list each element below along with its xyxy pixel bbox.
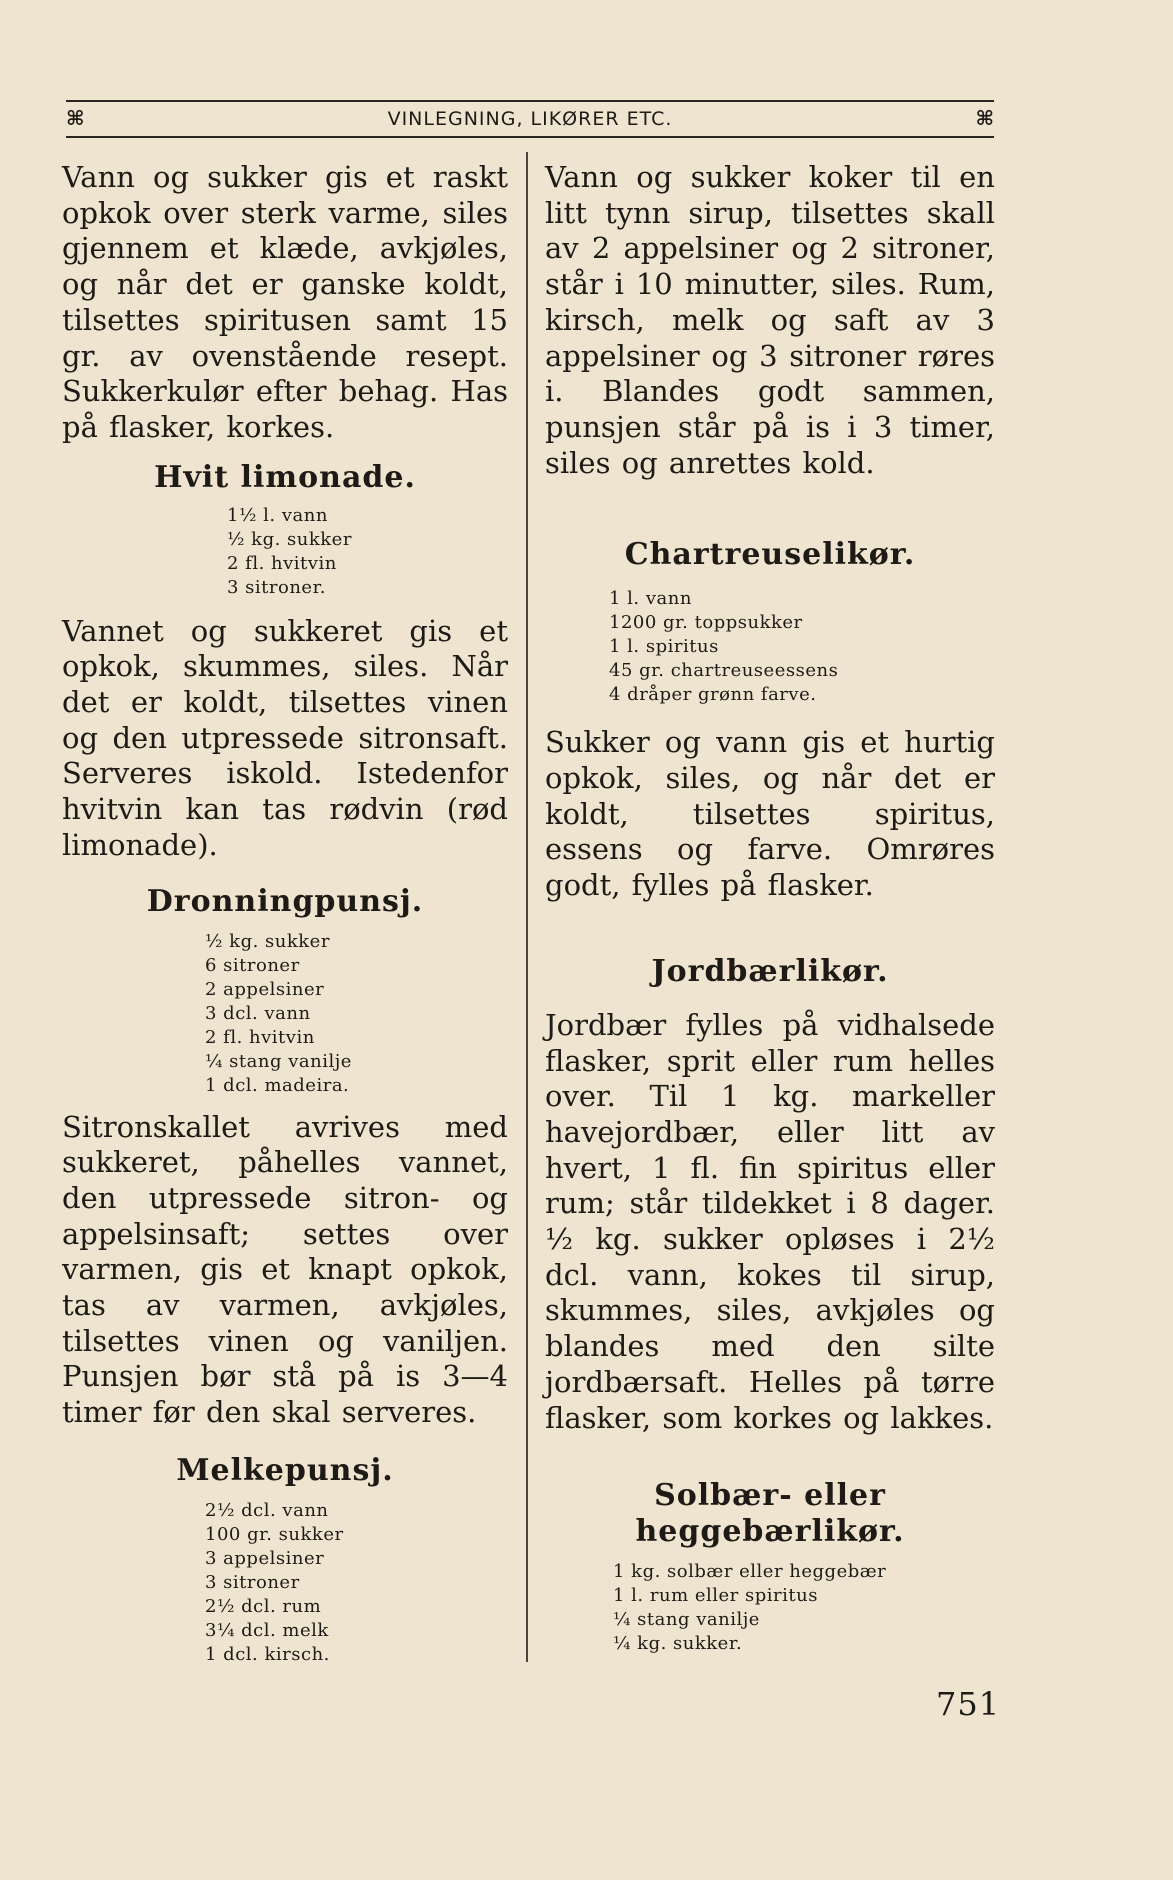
ingredient-item: 1 l. spiritus: [609, 636, 719, 658]
column-divider: [526, 152, 528, 1662]
ingredient-item: 2 fl. hvitvin: [227, 552, 337, 574]
ingredient-item: 1200 gr. toppsukker: [609, 612, 803, 634]
ingredient-item: ¼ stang vanilje: [205, 1050, 352, 1072]
ingredient-item: 1 dcl. madeira.: [205, 1074, 350, 1096]
recipe-heading-dronningpunsj: Dronningpunsj.: [146, 883, 424, 919]
ingredient-item: 1½ l. vann: [227, 504, 328, 526]
ingredient-item: 2 fl. hvitvin: [205, 1026, 315, 1048]
ingredient-item: 1 l. rum eller spiritus: [613, 1585, 818, 1607]
ingredient-list-hvit-limonade: [227, 504, 508, 600]
ingredient-item: 45 gr. chartreuseessens: [609, 660, 839, 682]
ingredient-item: 3 dcl. vann: [205, 1002, 311, 1024]
ingredient-item: 3¼ dcl. melk: [205, 1619, 329, 1641]
ingredient-item: 1 kg. solbær eller heggebær: [613, 1561, 887, 1583]
ingredient-item: ¼ stang vanilje: [613, 1609, 760, 1631]
ingredient-list-solbaerlikor: [613, 1560, 995, 1656]
ingredient-item: 1 l. vann: [609, 588, 692, 610]
recipe-heading-hvit-limonade: Hvit limonade.: [154, 459, 416, 495]
ingredient-item: 3 appelsiner: [205, 1547, 325, 1569]
ingredient-item: 2 appelsiner: [205, 978, 325, 1000]
ingredient-list-dronningpunsj: [205, 930, 508, 1098]
ingredient-item: ½ kg. sukker: [227, 528, 352, 550]
recipe-heading-chartreuselikor: Chartreuselikør.: [624, 537, 916, 573]
ingredient-item: ¼ kg. sukker.: [613, 1633, 743, 1655]
header-ornament-left-icon: ⌘: [66, 106, 85, 130]
recipe-text-melkepunsj: Vann og sukker koker til en litt tynn sirup, tilsettes skall av 2 appelsiner og 2 sitroner, står i 10 minutter, siles. Rum, kirsch, melk og saft av 3 appelsiner og 3 sitroner røres i. Blandes godt sammen, punsjen står på is i 3 timer, siles og anrettes kold.: [545, 160, 995, 480]
recipe-text-hvit-limonade: Vannet og sukkeret gis et opkok, skummes, siles. Når det er koldt, tilsettes vinen og den utpressede sitronsaft. Serveres iskold. Istedenfor hvitvin kan tas rødvin (rød limonade).: [62, 613, 508, 862]
ingredient-item: ½ kg. sukker: [205, 930, 330, 952]
ingredient-list-melkepunsj: [205, 1499, 508, 1667]
ingredient-item: 2½ dcl. rum: [205, 1595, 322, 1617]
recipe-heading-jordbaerlikor: Jordbærlikør.: [651, 953, 889, 989]
ingredient-item: 1 dcl. kirsch.: [205, 1643, 330, 1665]
ingredient-list-chartreuselikor: [609, 587, 995, 707]
page-number: 751: [936, 1685, 1001, 1723]
running-header: [66, 100, 994, 138]
recipe-text-jordbaerlikor: Jordbær fylles på vidhalsede flasker, sprit eller rum helles over. Til 1 kg. markeller havejordbær, eller litt av hvert, 1 fl. fin spiritus eller rum; står tildekket i 8 dager. ½ kg. sukker opløses i 2½ dcl. vann, kokes til sirup, skummes, siles, avkjøles og blandes med den silte jordbærsaft. Helles på tørre flasker, som korkes og lakkes.: [545, 1007, 995, 1435]
header-title: VINLEGNING, LIKØRER ETC.: [387, 108, 673, 130]
ingredient-item: 100 gr. sukker: [205, 1523, 344, 1545]
right-column: [545, 160, 995, 1656]
left-column: [62, 160, 508, 1667]
recipe-text-chartreuselikor: Sukker og vann gis et hurtig opkok, siles, og når det er koldt, tilsettes spiritus, essens og farve. Omrøres godt, fylles på flasker.: [545, 725, 995, 903]
recipe-text-dronningpunsj: Sitronskallet avrives med sukkeret, påhelles vannet, den utpressede sitron- og appelsinsaft; settes over varmen, gis et knapt opkok, tas av varmen, avkjøles, tilsettes vinen og vaniljen. Punsjen bør stå på is 3—4 timer før den skal serveres.: [62, 1109, 508, 1430]
recipe-heading-solbaerlikor: Solbær- eller heggebærlikør.: [635, 1478, 905, 1550]
ingredient-item: 2½ dcl. vann: [205, 1499, 329, 1521]
header-ornament-right-icon: ⌘: [975, 106, 994, 130]
recipe-continued-text: Vann og sukker gis et raskt opkok over sterk varme, siles gjennem et klæde, avkjøles, og når det er ganske koldt, tilsettes spiritusen samt 15 gr. av ovenstående resept. Sukkerkulør efter behag. Has på flasker, korkes.: [62, 160, 508, 444]
ingredient-item: 6 sitroner: [205, 954, 300, 976]
ingredient-item: 4 dråper grønn farve.: [609, 684, 817, 706]
ingredient-item: 3 sitroner: [205, 1571, 300, 1593]
ingredient-item: 3 sitroner.: [227, 576, 326, 598]
recipe-heading-melkepunsj: Melkepunsj.: [176, 1452, 394, 1488]
